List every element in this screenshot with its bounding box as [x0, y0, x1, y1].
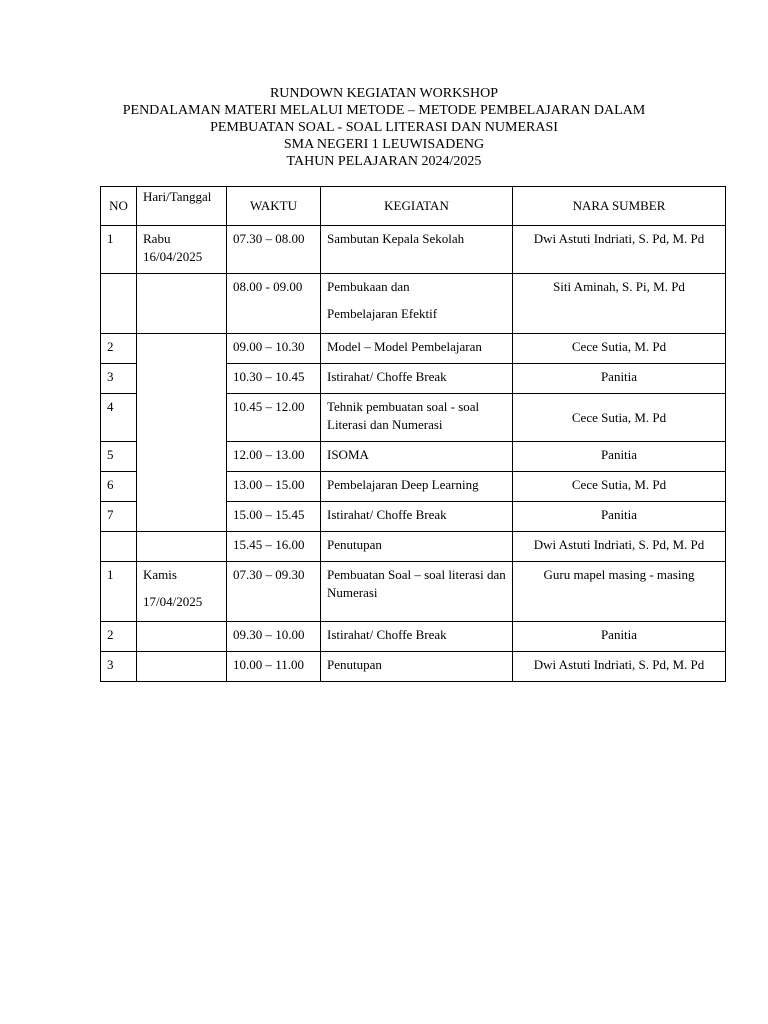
cell-time: 10.30 – 10.45: [227, 364, 321, 394]
title-line-4: SMA NEGERI 1 LEUWISADENG: [283, 137, 485, 152]
document-title: [0, 85, 768, 170]
title-line-5: TAHUN PELAJARAN 2024/2025: [286, 154, 482, 169]
cell-no: 3: [101, 652, 137, 682]
table-row: [101, 334, 726, 364]
cell-day-2: [137, 562, 227, 622]
cell-day-1: [137, 226, 227, 274]
cell-time: 13.00 – 15.00: [227, 472, 321, 502]
cell-speaker: Panitia: [513, 442, 726, 472]
cell-no: 1: [101, 562, 137, 622]
cell-activity: Istirahat/ Choffe Break: [321, 502, 513, 532]
cell-time: 15.00 – 15.45: [227, 502, 321, 532]
cell-time: 09.30 – 10.00: [227, 622, 321, 652]
cell-no: 2: [101, 622, 137, 652]
cell-activity: Sambutan Kepala Sekolah: [321, 226, 513, 274]
cell-day-empty: [137, 532, 227, 562]
cell-activity: Tehnik pembuatan soal - soal Literasi dan Numerasi: [321, 394, 513, 442]
cell-speaker: Dwi Astuti Indriati, S. Pd, M. Pd: [513, 652, 726, 682]
cell-speaker: Cece Sutia, M. Pd: [513, 334, 726, 364]
title-line-3: PEMBUATAN SOAL - SOAL LITERASI DAN NUMERASI: [210, 120, 558, 135]
cell-time: 10.00 – 11.00: [227, 652, 321, 682]
cell-time: 15.45 – 16.00: [227, 532, 321, 562]
cell-time: 09.00 – 10.30: [227, 334, 321, 364]
cell-no: 7: [101, 502, 137, 532]
cell-activity: ISOMA: [321, 442, 513, 472]
cell-speaker: Panitia: [513, 502, 726, 532]
cell-day-empty: [137, 622, 227, 652]
header-speaker: NARA SUMBER: [513, 187, 726, 226]
title-line-1: RUNDOWN KEGIATAN WORKSHOP: [269, 86, 499, 101]
cell-activity: Pembuatan Soal – soal literasi dan Numerasi: [321, 562, 513, 622]
cell-speaker: Cece Sutia, M. Pd: [513, 472, 726, 502]
day-date: 16/04/2025: [143, 249, 203, 264]
cell-speaker: Panitia: [513, 622, 726, 652]
cell-activity: Istirahat/ Choffe Break: [321, 364, 513, 394]
activity-line-2: Pembelajaran Efektif: [327, 306, 438, 321]
cell-activity: [321, 274, 513, 334]
cell-no: 5: [101, 442, 137, 472]
cell-no: 2: [101, 334, 137, 364]
header-time: WAKTU: [227, 187, 321, 226]
cell-activity: Istirahat/ Choffe Break: [321, 622, 513, 652]
cell-day-empty: [137, 274, 227, 334]
cell-speaker: Guru mapel masing - masing: [513, 562, 726, 622]
cell-no: 6: [101, 472, 137, 502]
header-day: Hari/Tanggal: [137, 187, 227, 226]
cell-time: 10.45 – 12.00: [227, 394, 321, 442]
table-row: [101, 226, 726, 274]
table-row: [101, 652, 726, 682]
cell-speaker: Panitia: [513, 364, 726, 394]
cell-speaker: Dwi Astuti Indriati, S. Pd, M. Pd: [513, 226, 726, 274]
cell-no: 3: [101, 364, 137, 394]
cell-activity: Penutupan: [321, 652, 513, 682]
cell-activity: Penutupan: [321, 532, 513, 562]
header-no: NO: [101, 187, 137, 226]
cell-speaker: Dwi Astuti Indriati, S. Pd, M. Pd: [513, 532, 726, 562]
day-name: Kamis: [143, 567, 177, 582]
table-row: [101, 622, 726, 652]
cell-time: 08.00 - 09.00: [227, 274, 321, 334]
cell-day-empty: [137, 652, 227, 682]
table-row: [101, 532, 726, 562]
cell-no: [101, 274, 137, 334]
cell-speaker: Cece Sutia, M. Pd: [513, 394, 726, 442]
rundown-table: [100, 186, 726, 682]
table-row: [101, 274, 726, 334]
cell-day-merged: [137, 334, 227, 532]
cell-speaker: Siti Aminah, S. Pi, M. Pd: [513, 274, 726, 334]
header-activity: KEGIATAN: [321, 187, 513, 226]
cell-no: 1: [101, 226, 137, 274]
table-header-row: [101, 187, 726, 226]
cell-time: 12.00 – 13.00: [227, 442, 321, 472]
activity-line-1: Pembukaan dan: [327, 279, 410, 294]
title-line-2: PENDALAMAN MATERI MELALUI METODE – METODE PEMBELAJARAN DALAM: [122, 103, 646, 118]
cell-time: 07.30 – 09.30: [227, 562, 321, 622]
cell-activity: Model – Model Pembelajaran: [321, 334, 513, 364]
cell-no: [101, 532, 137, 562]
day-name: Rabu: [143, 231, 171, 246]
cell-no: 4: [101, 394, 137, 442]
day-date: 17/04/2025: [143, 594, 203, 609]
cell-activity: Pembelajaran Deep Learning: [321, 472, 513, 502]
table-row: [101, 562, 726, 622]
cell-time: 07.30 – 08.00: [227, 226, 321, 274]
